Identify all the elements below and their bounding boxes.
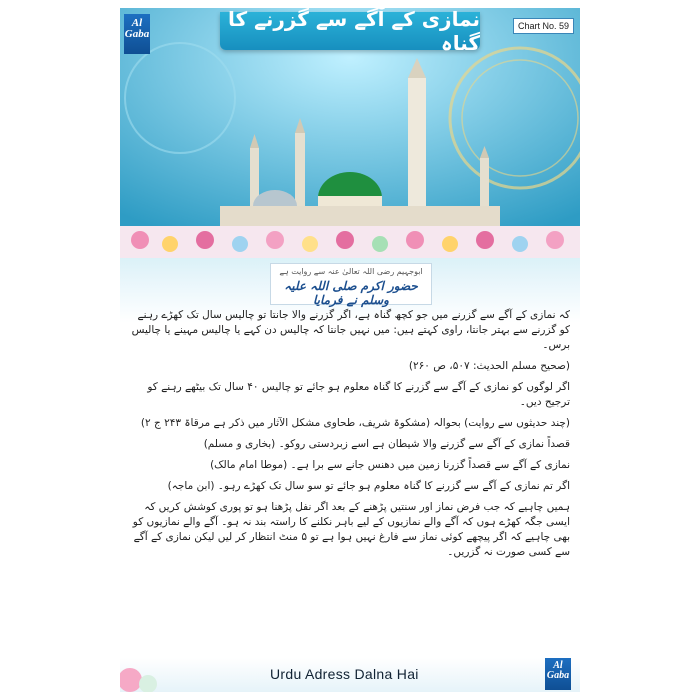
hadith-body [130,308,570,566]
poster [120,8,580,692]
chart-number-badge: Chart No. 59 [513,18,574,34]
paragraph: اگر تم نمازی کے آگے سے گزرنے کا گناہ معلوم ہو جائے تو سو سال تک کھڑے رہو۔ (ابن ماجہ) [167,480,570,492]
reference: (چند حدیثوں سے روایت) بحوالہ (مشکوۃ شریف، طحاوی مشکل الآثار میں ذکر ہے مرقاۃ ۲۴۳ ج ۲) [140,417,570,429]
paragraph: ہمیں چاہیے کہ جب فرض نماز اور سنتیں پڑھنے کے بعد اگر نفل پڑھنا ہو تو پوری کوشش کریں کہ ایسی جگہ کھڑے ہوں کہ آگے والے نمازیوں کے لیے باہر نکلنے کا راستہ بند نہ ہو۔ آگے والے نمازیوں کو بھی چاہیے کہ اگر پیچھے کوئی نماز سے فارغ نہیں ہوا ہے تو ۵ منٹ انتظار کر لیں لیکن نمازی کے آگے سے کسی صورت نہ گزریں۔ [132,501,570,558]
reference: (صحیح مسلم الحدیث: ۵۰۷، ص ۲۶۰) [408,360,570,372]
paragraph: اگر لوگوں کو نمازی کے آگے سے گزرنے کا گناہ معلوم ہو جائے تو چالیس ۴۰ سال تک بیٹھے رہنے کو ترجیح دیں۔ [147,381,570,408]
hadith-header-box [270,263,432,305]
paragraph: کہ نمازی کے آگے سے گزرنے میں جو کچھ گناہ ہے، اگر گزرنے والا جانتا تو چالیس سال تک کھڑے رہنے کو گزرنے سے بہتر جانتا، راوی کہتے ہیں: میں نہیں جانتا کہ چالیس دن کہے یا چالیس مہینے یا چالیس برس۔ [131,309,570,351]
al-gaba-logo [124,14,150,54]
footer [120,658,580,692]
prophet-said-line: حضور اکرم صلی اللہ علیہ وسلم نے فرمایا [284,279,418,307]
footer-address: Urdu Adress Dalna Hai [270,666,419,682]
paragraph: قصداً نمازی کے آگے سے گزرنے والا شیطان ہے اسے زبردستی روکو۔ (بخاری و مسلم) [203,438,570,450]
logo-text: Al Gaba [546,660,570,681]
al-gaba-logo-footer [545,658,571,690]
page-title: نمازی کے آگے سے گزرنے کا گناہ [228,8,480,55]
flower-decoration [120,652,170,692]
paragraph: نمازی کے آگے سے قصداً گزرنا زمین میں دھنس جانے سے برا ہے۔ (موطا امام مالک) [210,459,570,471]
title-banner [220,8,480,55]
narrator-line: ابوجہیم رضی اللہ تعالیٰ عنہ سے روایت ہے [279,267,423,276]
logo-text: Al Gaba [124,17,150,40]
